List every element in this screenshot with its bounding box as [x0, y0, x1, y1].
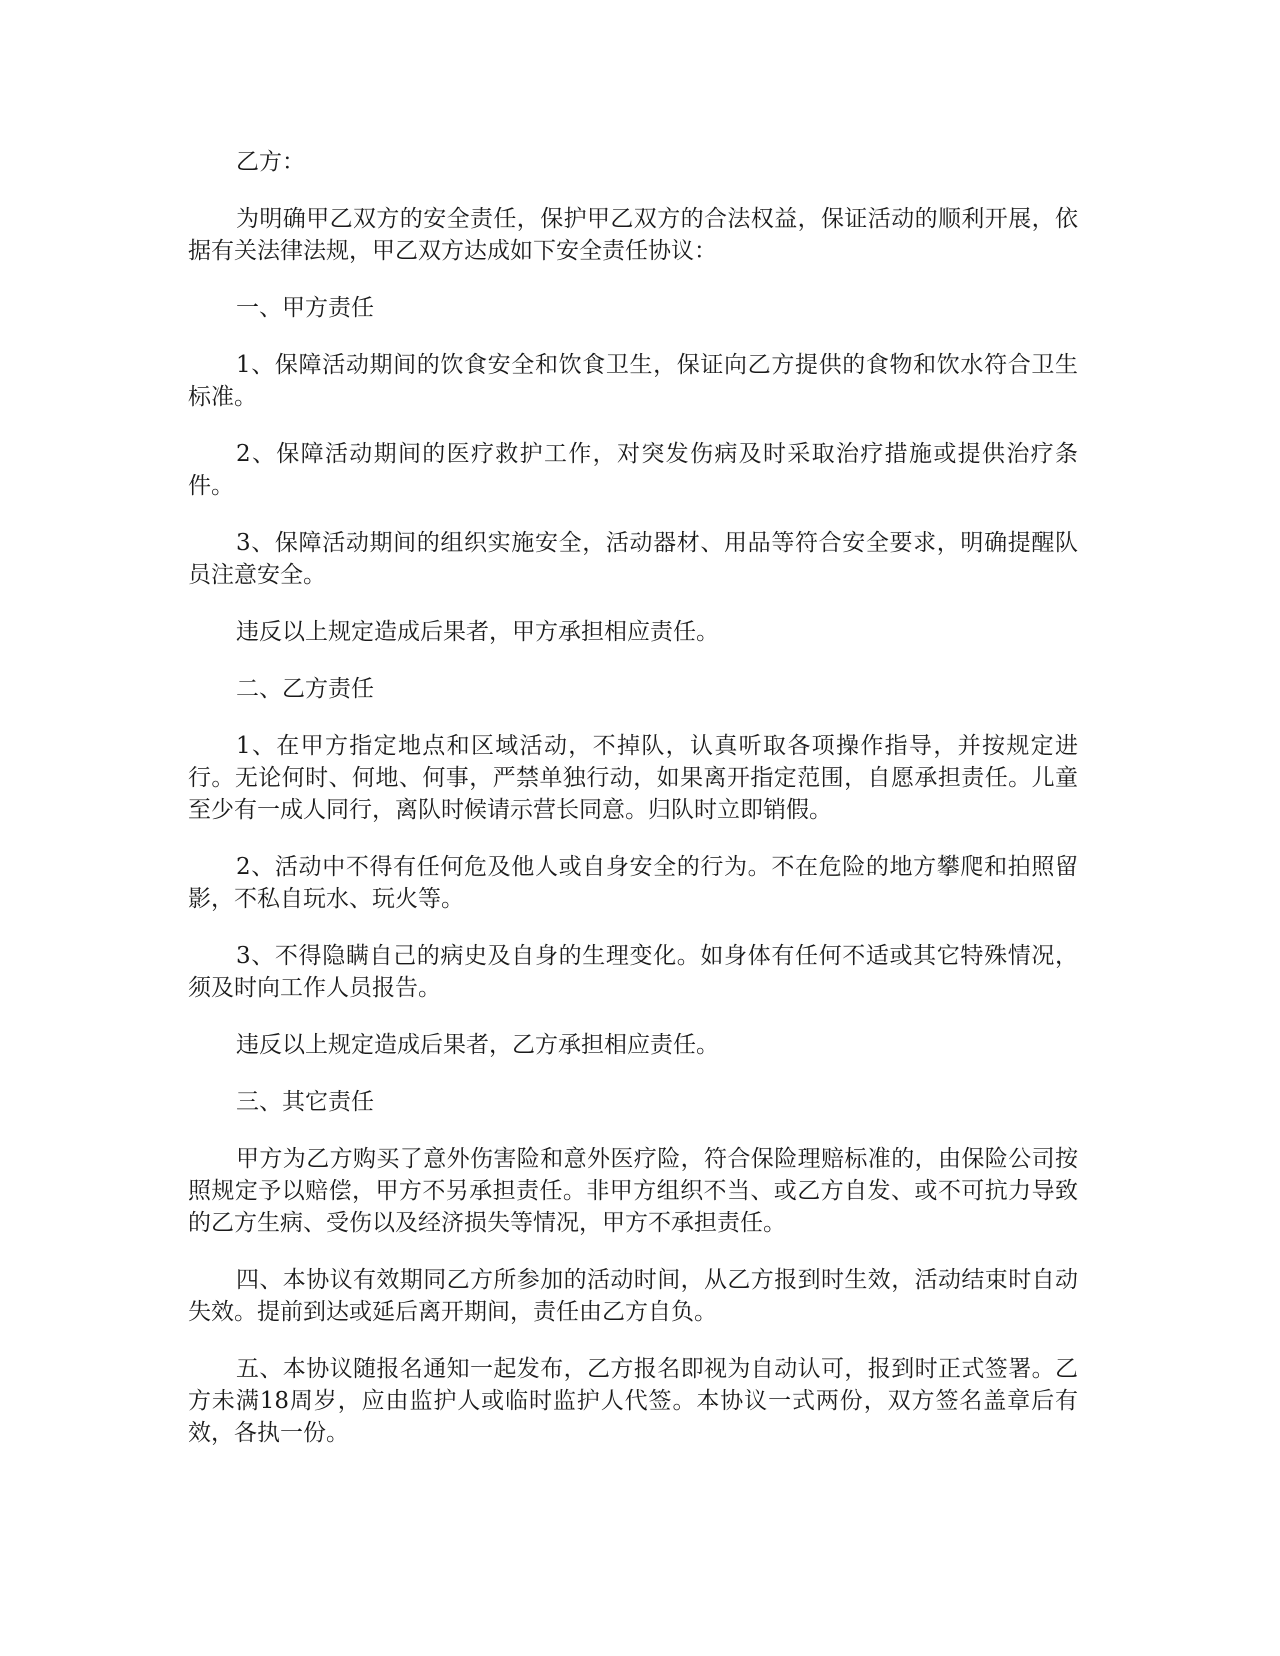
- party-a-clause-1: 1、保障活动期间的饮食安全和饮食卫生，保证向乙方提供的食物和饮水符合卫生标准。: [188, 352, 1078, 410]
- signing-paragraph: 五、本协议随报名通知一起发布，乙方报名即视为自动认可，报到时正式签署。乙方未满18周岁，应由监护人或临时监护人代签。本协议一式两份，双方签名盖章后有效，各执一份。: [188, 1356, 1078, 1446]
- party-a-clause-2: 2、保障活动期间的医疗救护工作，对突发伤病及时采取治疗措施或提供治疗条件。: [188, 441, 1078, 499]
- party-b-label: 乙方：: [236, 149, 305, 175]
- section-heading-party-a: 一、甲方责任: [236, 295, 374, 321]
- party-b-liability-note: 违反以上规定造成后果者，乙方承担相应责任。: [236, 1032, 719, 1058]
- section-heading-party-b: 二、乙方责任: [236, 676, 374, 702]
- party-a-liability-note: 违反以上规定造成后果者，甲方承担相应责任。: [236, 619, 719, 645]
- preamble-paragraph: 为明确甲乙双方的安全责任，保护甲乙双方的合法权益，保证活动的顺利开展，依据有关法律法规，甲乙双方达成如下安全责任协议：: [188, 206, 1078, 264]
- party-a-clause-3: 3、保障活动期间的组织实施安全，活动器材、用品等符合安全要求，明确提醒队员注意安全。: [188, 530, 1078, 588]
- insurance-paragraph: 甲方为乙方购买了意外伤害险和意外医疗险，符合保险理赔标准的，由保险公司按照规定予以赔偿，甲方不另承担责任。非甲方组织不当、或乙方自发、或不可抗力导致的乙方生病、受伤以及经济损失等情况，甲方不承担责任。: [188, 1146, 1078, 1236]
- validity-paragraph: 四、本协议有效期同乙方所参加的活动时间，从乙方报到时生效，活动结束时自动失效。提前到达或延后离开期间，责任由乙方自负。: [188, 1267, 1078, 1325]
- section-heading-other: 三、其它责任: [236, 1089, 374, 1115]
- document-body: [188, 146, 1078, 1474]
- party-b-clause-2: 2、活动中不得有任何危及他人或自身安全的行为。不在危险的地方攀爬和拍照留影，不私自玩水、玩火等。: [188, 854, 1078, 912]
- party-b-clause-3: 3、不得隐瞒自己的病史及自身的生理变化。如身体有任何不适或其它特殊情况，须及时向工作人员报告。: [188, 943, 1078, 1001]
- party-b-clause-1: 1、在甲方指定地点和区域活动，不掉队，认真听取各项操作指导，并按规定进行。无论何时、何地、何事，严禁单独行动，如果离开指定范围，自愿承担责任。儿童至少有一成人同行，离队时候请示营长同意。归队时立即销假。: [188, 733, 1078, 823]
